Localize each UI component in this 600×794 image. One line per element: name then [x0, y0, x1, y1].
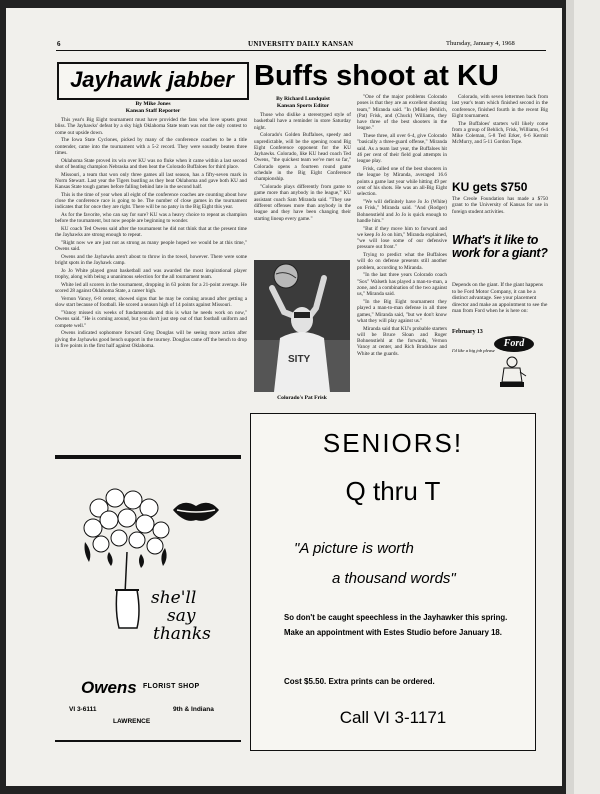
seniors-quote-line-2: a thousand words" [332, 570, 456, 587]
player-photo [254, 260, 350, 392]
florist-address: 9th & Indiana [173, 706, 214, 713]
buffs-paragraph: Trying to predict what the Buffaloes will do on defense presents still another problem, according to Miranda. [357, 252, 447, 271]
issue-date: Thursday, January 4, 1968 [446, 40, 515, 47]
buffs-paragraph: Frisk, called one of the best shooters in the league by Miranda, averaged 16.6 points a game last year while hitting 49 per cent of his shots. He was an all-Big Eight selection. [357, 166, 447, 198]
seniors-cost: Cost $5.50. Extra prints can be ordered. [284, 677, 435, 686]
ford-logo: Ford [503, 338, 525, 349]
jabber-paragraph: White led all scorers in the tournament, dropping in 63 points for a 21-point average. He scored 28 against Oklahoma State, a career high. [55, 282, 247, 295]
flower-bouquet-icon [79, 486, 175, 636]
buffs-paragraph: These three, all over 6-4, give Colorado "basically a three-guard offense," Miranda said. As a team last year, the Buffaloes hit 46 per cent of their field goal attempts in league play. [357, 133, 447, 165]
jabber-author: By Mike Jones [135, 101, 171, 107]
florist-script-3: thanks [153, 624, 211, 644]
ford-headline: What's it like to work for a giant? [452, 233, 548, 260]
ford-body: Depends on the giant. If the giant happens to be Ford Motor Company, it can be a distinct advantage. See your placement director and make an appointment to see the man from Ford when he is here on: [452, 282, 548, 315]
jabber-role: Kansan Staff Reporter [125, 108, 181, 114]
jabber-paragraph: Missouri, a team that won only three games all last season, has a fifty-seven mark in Norm Stewart. Last year the Tigers bustling as they beat Oklahoma and gave both KU and Kansas State tough games before falling behind late in the second half. [55, 171, 247, 191]
florist-script-2: say [167, 606, 196, 626]
buffs-column-2 [357, 94, 447, 402]
seniors-range: Q thru T [345, 476, 441, 506]
buffs-column-3 [452, 94, 548, 173]
buffs-paragraph: The Buffaloes' starters will likely come from a group of Behlich, Frisk, Williams, 6-4 Mike Coleman, 5-8 Ted Erker, 6-6 Kermit McMurry, and 5-11 Gordon Tope. [452, 120, 548, 146]
brief-headline: KU gets $750 [452, 180, 528, 194]
jabber-paragraph: The Iowa State Cyclones, picked by many of the conference coaches to be a title contender, came into the tournament with a 5-2 record. They were soundly beaten three times. [55, 137, 247, 156]
jabber-paragraph: Owens and the Jayhawks aren't about to throw in the towel, however. There were some bright spots in the Jayhawk camp. [55, 254, 247, 267]
jabber-paragraph: This year's Big Eight tournament must have provided the fans who love upsets great bliss. The Jayhawks' defeat by a sky high Oklahoma State team was not the only contest to come out upside down. [55, 117, 247, 136]
adjacent-page-sheet [574, 0, 600, 794]
jabber-paragraph: "Right now we are just not as strong as many people hoped we would be at this time," Owens said. [55, 240, 247, 253]
kiss-lips-icon [171, 498, 221, 524]
buffs-headline: Buffs shoot at KU [254, 60, 499, 92]
florist-ad-bottom-rule [55, 740, 241, 742]
buffs-paragraph: "We will definitely have Jo Jo (White) on Frisk," Miranda said. "And (Rodger) Bohnenstiehl and Jo Jo is quick enough to handle him." [357, 198, 447, 224]
buffs-paragraph: Colorado, with seven lettermen back from last year's team which finished second in the conference, finished fourth in the recent Big Eight tournament. [452, 94, 548, 119]
buffs-paragraph: Those who dislike a stereotyped style of basketball have a reminder in store Saturday night. [254, 112, 351, 131]
jabber-paragraph: KU coach Ted Owens said after the tournament he did not think that at the present time the Jayhawks are strong enough to repeat. [55, 226, 247, 239]
buffs-paragraph: "Colorado plays differently from game to game more than anybody in the league," KU assistant coach Sam Miranda said. "They use different offenses more than anybody in the league and they have been changing their starting lineup every game." [254, 184, 351, 222]
ford-giant-figure [498, 356, 528, 388]
ford-date: February 13 [452, 329, 483, 335]
buffs-role: Kansan Sports Editor [276, 103, 330, 109]
jabber-paragraph: Jo Jo White played great basketball and was awarded the most inspirational player trophy, along with being a unanimous selection for the all tournament team. [55, 268, 247, 281]
seniors-quote-line-1: "A picture is worth [294, 540, 414, 557]
florist-ad [55, 470, 241, 738]
jabber-paragraph: As for the favorite, who can say for sure? KU was a heavy choice to repeat as champion before the tournament, but now people are beginning to wonder. [55, 212, 247, 225]
buffs-paragraph: "One of the major problems Colorado poses is that they are an excellent shooting team," Miranda said. "In (Mike) Behlich, (Pat) Frisk, and (Chuck) Williams, they have three of the best shooters in the league." [357, 94, 447, 132]
florist-phone: VI 3-6111 [69, 706, 97, 713]
header-rule [56, 50, 546, 51]
buffs-paragraph: Miranda said that KU's probable starters will be Bruce Sloan and Roger Bohnenstiehl at the forwards, Vernon Vanoy at center, and Rich Bradshaw and White at the guards. [357, 325, 447, 357]
ford-bubble: I'd like a big job please [452, 348, 495, 353]
jabber-article-body [55, 117, 247, 452]
jabber-paragraph: "Vanoy missed six weeks of fundamentals and this is what he needs work on now," Owens said. "He is coming around, but you don't just step out of that football uniform and compete well." [55, 310, 247, 329]
svg-text:SITY: SITY [288, 354, 311, 365]
florist-shop-name: Owens [81, 678, 137, 697]
jabber-paragraph: Owens indicated sophomore forward Greg Douglas will be seeing more action after giving the Jayhawks good bench support in the tourney. Douglas came off the bench to drop in five points in the first half against Oklahoma. [55, 330, 247, 349]
florist-city: LAWRENCE [113, 718, 151, 725]
buffs-column-1 [254, 112, 351, 258]
florist-script-1: she'll [151, 588, 197, 608]
brief-text: The Creole Foundation has made a $750 grant to the University of Kansas for use in foreign student activities. [452, 196, 548, 215]
ford-ad [448, 230, 550, 406]
seniors-headline: SENIORS! [322, 428, 464, 458]
player-photo-image [254, 260, 350, 392]
buffs-paragraph: "In the last three years Colorado coach "Sox" Walseth has played a man-to-man, a zone, and a combination of the two against us," Miranda said. [357, 272, 447, 298]
florist-shop-suffix: FLORIST SHOP [143, 683, 200, 690]
florist-ad-top-rule [55, 457, 241, 459]
jabber-paragraph: Vernon Vanoy, 6-8 center, showed signs that he may be coming around after getting a slow start because of football. He scored a season high of 14 points against Missouri. [55, 296, 247, 309]
buffs-author: By Richard Lundquist [276, 96, 330, 102]
seniors-call: Call VI 3-1171 [339, 708, 447, 727]
page-number: 6 [57, 40, 61, 48]
jabber-paragraph: This is the time of year when all eight of the conference coaches are counting about how close the conference race is going to be. The number of close games in the tournament indicates that for once they are right. There will be no patsy in the Big Eight this year. [55, 191, 247, 211]
seniors-body: So don't be caught speechless in the Jayhawker this spring. Make an appointment with Estes Studio before January 18. [284, 613, 508, 637]
jabber-title: Jayhawk jabber [70, 67, 234, 92]
buffs-paragraph: Colorado's Golden Buffaloes, speedy and unpredictable, will be the opening round Big Eight Conference opponent for the KU Jayhawks. Colorado, like KU head coach Ted Owens, "the quickest team we've met so far," Colorado opens a fourteen round game schedule in the Big Eight Conference championship. [254, 132, 351, 183]
paper-name: UNIVERSITY DAILY KANSAN [248, 40, 354, 48]
buffs-paragraph: "But if they move him to forward and we keep Jo Jo on him," Miranda explained, "we will lose some of our defensive pressure out front." [357, 225, 447, 251]
buffs-paragraph: "In the Big Eight tournament they played a man-to-man defense in all three games," Miranda said, "but we don't know what they will play against us." [357, 298, 447, 324]
jabber-paragraph: Oklahoma State proved its win over KU was no fluke when it came within a last second shot of beating champion Nebraska and then beat the Colorado Buffaloes for third place. [55, 157, 247, 170]
photo-caption: Colorado's Pat Frisk [277, 395, 327, 401]
